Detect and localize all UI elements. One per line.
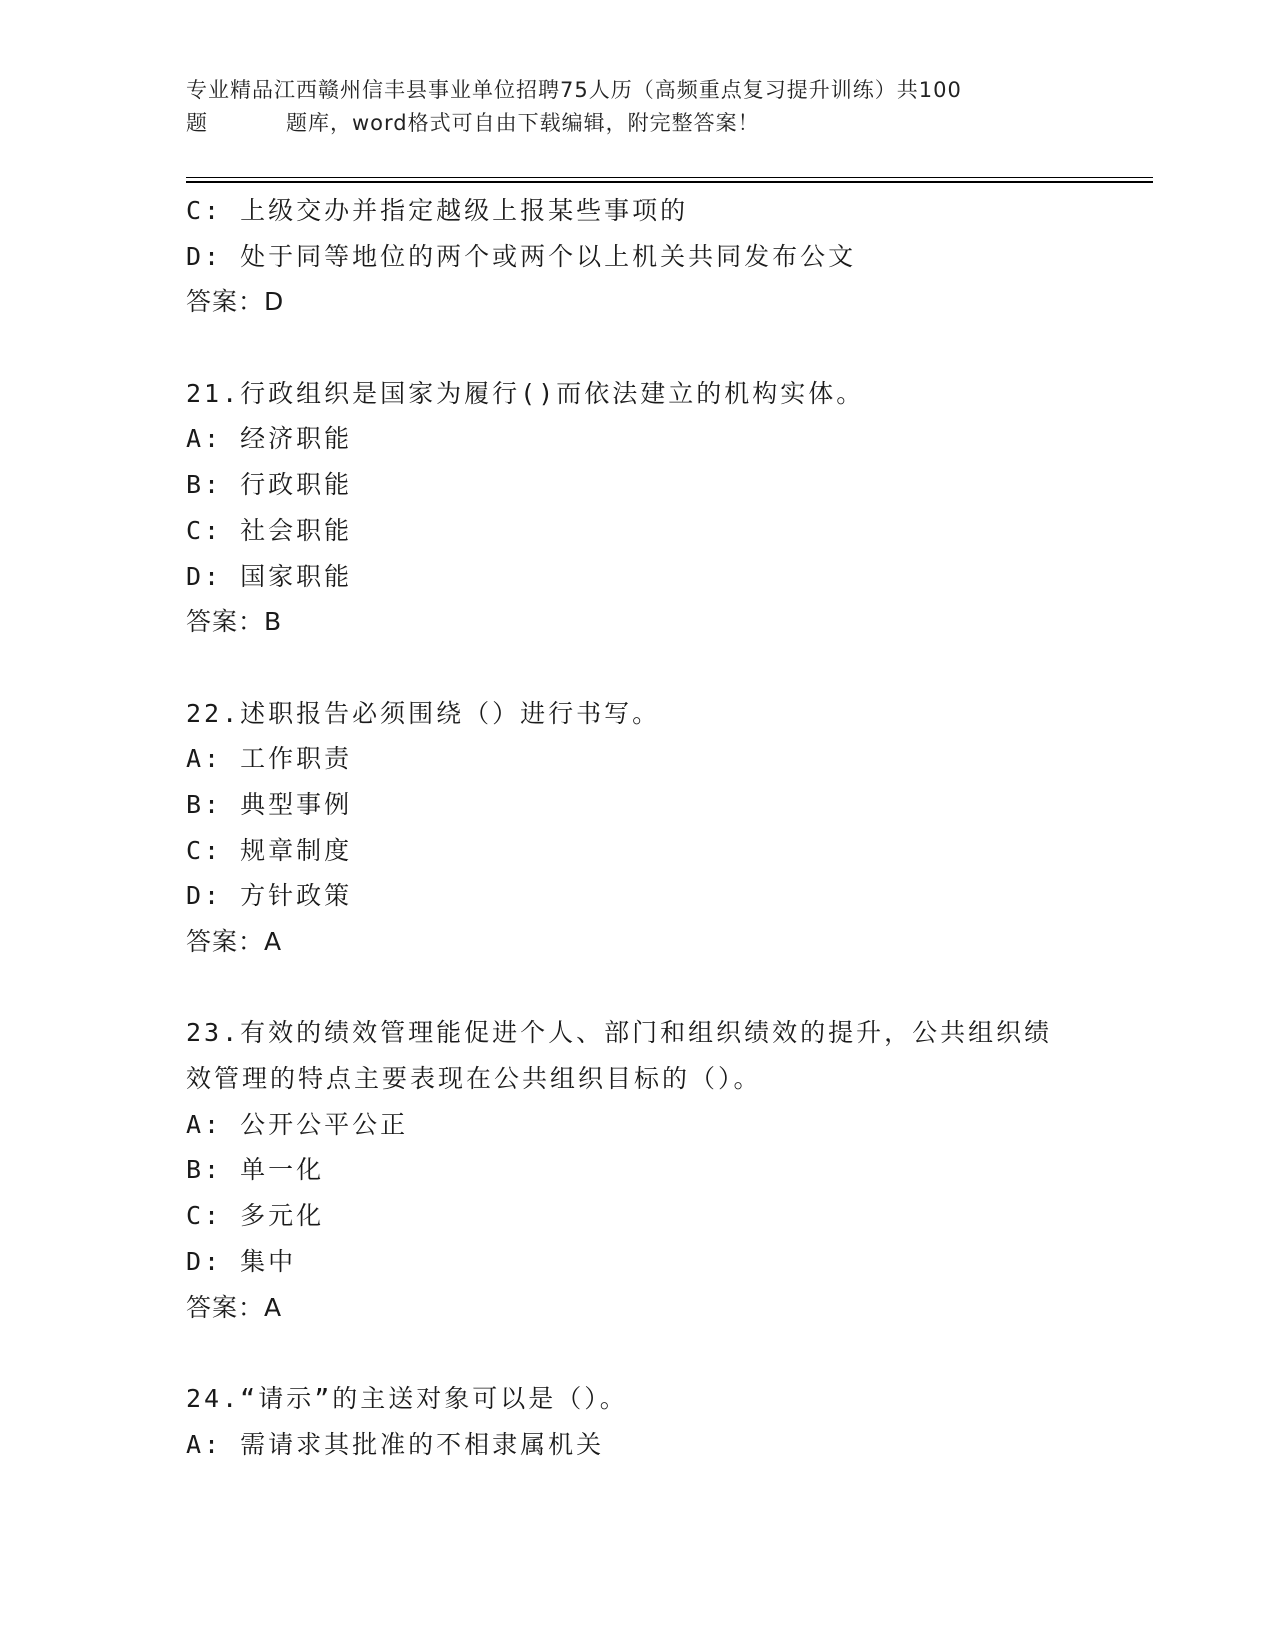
header-divider-thick	[186, 181, 1153, 183]
option-a: A: 经济职能	[186, 424, 353, 454]
answer-line: 答案：A	[186, 927, 283, 956]
option-b: B: 典型事例	[186, 789, 353, 819]
header-title-line2-lead: 题	[186, 111, 208, 135]
answer-line: 答案：D	[186, 287, 285, 317]
header-divider-thin	[186, 177, 1153, 178]
question-stem-24: 24.“请示”的主送对象可以是（）。	[186, 1383, 628, 1413]
question-stem-22: 22.述职报告必须围绕（）进行书写。	[186, 698, 661, 728]
question-stem-23-line2: 效管理的特点主要表现在公共组织目标的（）。	[186, 1064, 762, 1094]
option-d: D: 方针政策	[186, 881, 353, 911]
question-stem-23-line1: 23.有效的绩效管理能促进个人、部门和组织绩效的提升，公共组织绩	[186, 1018, 1053, 1048]
option-a: A: 工作职责	[186, 744, 353, 774]
header-title-line1: 专业精品江西赣州信丰县事业单位招聘75人历（高频重点复习提升训练）共100	[186, 78, 962, 102]
option-c: C: 社会职能	[186, 515, 353, 545]
option-c: C: 规章制度	[186, 835, 353, 865]
option-c: C: 上级交办并指定越级上报某些事项的	[186, 196, 689, 225]
option-d: D: 处于同等地位的两个或两个以上机关共同发布公文	[186, 241, 857, 271]
option-a: A: 公开公平公正	[186, 1109, 409, 1139]
answer-line: 答案：A	[186, 1292, 283, 1322]
option-b: B: 单一化	[186, 1155, 325, 1185]
header-title-line2-rest: 题库，word格式可自由下载编辑，附完整答案！	[286, 111, 760, 135]
document-header	[186, 74, 1066, 140]
question-stem-21: 21.行政组织是国家为履行()而依法建立的机构实体。	[186, 378, 865, 408]
option-a: A: 需请求其批准的不相隶属机关	[186, 1429, 605, 1459]
spacer	[186, 965, 1086, 1011]
option-d: D: 集中	[186, 1246, 297, 1276]
spacer	[186, 645, 1086, 691]
question-content	[186, 188, 1086, 1467]
spacer	[186, 325, 1086, 371]
header-title-line2	[186, 107, 1066, 140]
answer-line: 答案：B	[186, 607, 283, 637]
option-c: C: 多元化	[186, 1201, 325, 1231]
option-b: B: 行政职能	[186, 470, 353, 500]
spacer	[186, 1330, 1086, 1376]
option-d: D: 国家职能	[186, 561, 353, 591]
